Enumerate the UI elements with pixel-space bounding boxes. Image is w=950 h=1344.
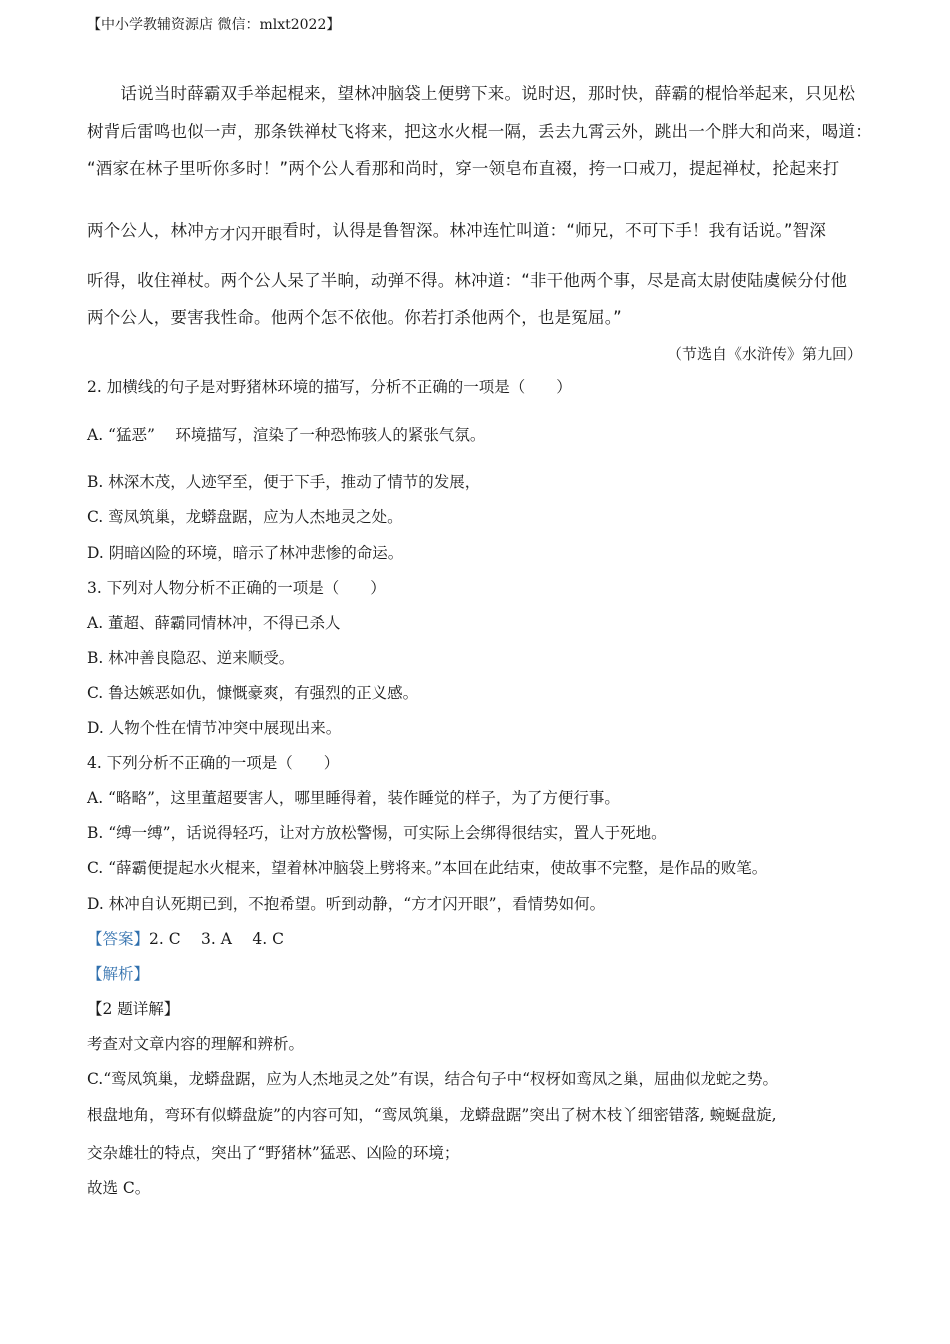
passage-line-5: 听得，收住禅杖。两个公人呆了半晌，动弹不得。林冲道：“非干他两个事，尽是高太尉使陆虞候分付他 [87,271,848,290]
header-watermark: 【中小学教辅资源店 微信：mlxt2022】 [87,17,341,33]
analysis-label: 【解析】 [87,965,150,983]
question-4-stem: 4. 下列分析不正确的一项是（ ） [87,754,340,772]
question-2-option-b: B. 林深木茂，人迹罕至，便于下手，推动了情节的发展， [87,473,481,491]
detail-paragraph-1: 考查对文章内容的理解和辨析。 [87,1035,305,1053]
question-3-option-b: B. 林冲善良隐忍、逆来顺受。 [87,649,295,667]
passage-inline-phrase: 方才闪开眼 [203,225,283,243]
passage-line-1: 话说当时薛霸双手举起棍来，望林冲脑袋上便劈下来。说时迟，那时快，薛霸的棍恰举起来，只见松 [87,84,856,103]
question-2-stem: 2. 加横线的句子是对野猪林环境的描写，分析不正确的一项是（ ） [87,378,572,396]
question-2-option-c: C. 鸾凤筑巢，龙蟒盘踞，应为人杰地灵之处。 [87,508,403,526]
question-3-stem: 3. 下列对人物分析不正确的一项是（ ） [87,579,386,597]
answer-label: 【答案】 [87,930,150,948]
detail-paragraph-5: 故选 C。 [87,1179,151,1197]
question-2-option-a: A. “猛恶” 环境描写，渲染了一种恐怖骇人的紧张气氛。 [87,426,486,444]
question-4-option-b: B. “缚一缚”，话说得轻巧，让对方放松警惕，可实际上会绑得很结实，置人于死地。 [87,824,667,842]
answer-line [87,927,284,949]
passage-line-4-part-2: 看时，认得是鲁智深。林冲连忙叫道：“师兄，不可下手！我有话说。”智深 [282,221,827,240]
passage-source: （节选自《水浒传》第九回） [666,345,862,363]
question-3-option-d: D. 人物个性在情节冲突中展现出来。 [87,719,342,737]
passage-line-6: 两个公人，要害我性命。他两个怎不依他。你若打杀他两个，也是冤屈。” [87,308,622,327]
question-4-option-d: D. 林冲自认死期已到，不抱希望。听到动静，“方才闪开眼”，看情势如何。 [87,895,606,913]
passage-line-2: 树背后雷鸣也似一声，那条铁禅杖飞将来，把这水火棍一隔，丢去九霄云外，跳出一个胖大和尚来，喝道： [87,122,872,141]
answer-text: 2. C 3. A 4. C [149,930,284,948]
question-2-option-d: D. 阴暗凶险的环境，暗示了林冲悲惨的命运。 [87,544,404,562]
detail-paragraph-2: C.“鸾凤筑巢，龙蟒盘踞，应为人杰地灵之处”有误，结合句子中“杈枒如鸾凤之巢，屈曲似龙蛇之势。 [87,1070,779,1088]
question-4-option-a: A. “略略”，这里董超要害人，哪里睡得着，装作睡觉的样子，为了方便行事。 [87,789,620,807]
detail-paragraph-4: 交杂雄壮的特点，突出了“野猪林”猛恶、凶险的环境； [87,1144,460,1162]
question-3-option-a: A. 董超、薛霸同情林冲，不得已杀人 [87,614,341,632]
question-3-option-c: C. 鲁达嫉恶如仇，慷慨豪爽，有强烈的正义感。 [87,684,419,702]
passage-line-3: “酒家在林子里听你多时！”两个公人看那和尚时，穿一领皂布直裰，挎一口戒刀，提起禅杖，抡起来打 [87,159,840,178]
question-4-option-c: C. “薛霸便提起水火棍来，望着林冲脑袋上劈将来。”本回在此结束，使故事不完整，是作品的败笔。 [87,859,768,877]
detail-title: 【2 题详解】 [87,1000,180,1018]
passage-line-4 [87,217,877,241]
passage-line-4-part-1: 两个公人，林冲 [87,221,204,240]
detail-paragraph-3: 根盘地角，弯环有似蟒盘旋”的内容可知，“鸾凤筑巢，龙蟒盘踞”突出了树木枝丫细密错落, 蜿蜒盘旋, [87,1106,777,1124]
